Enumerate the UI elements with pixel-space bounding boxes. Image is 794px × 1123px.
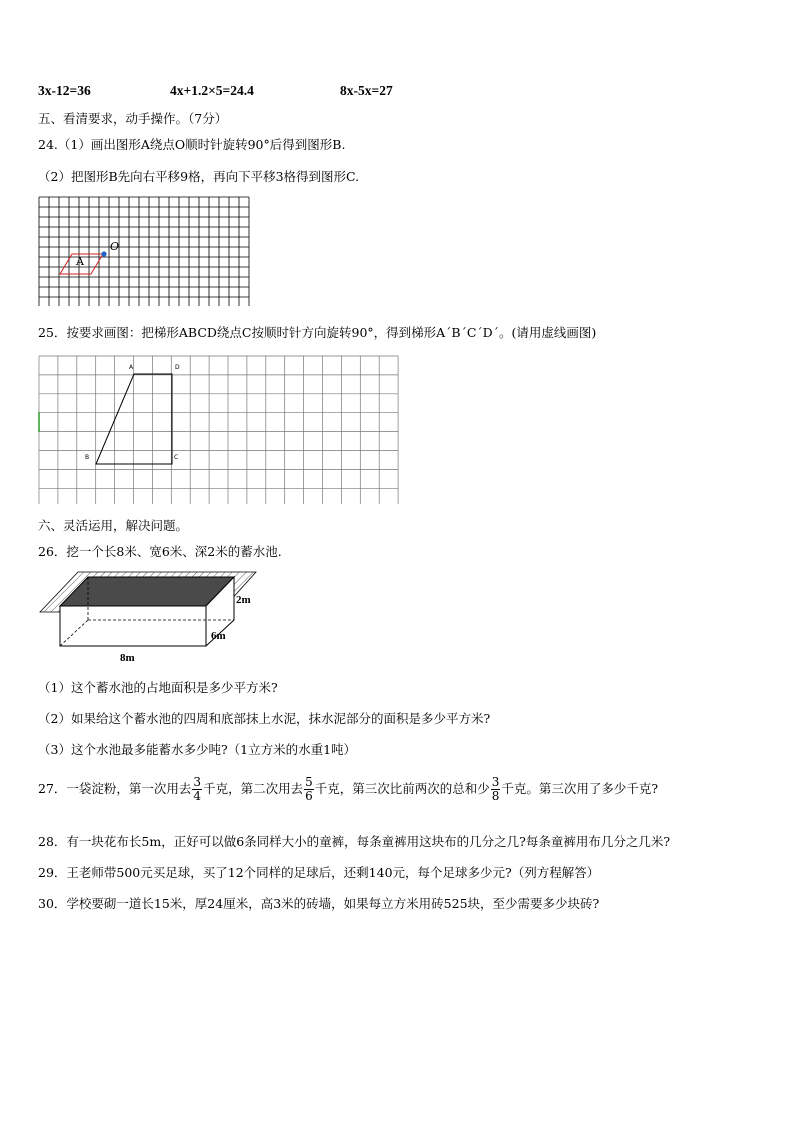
question-25: 25．按要求画图：把梯形ABCD绕点C按顺时针方向旋转90°，得到梯形A΄B΄C΄D΄。(请用虚线画图): [38, 325, 597, 340]
question-29: 29．王老师带500元买足球，买了12个同样的足球后，还剩140元，每个足球多少元?（列方程解答）: [38, 865, 600, 880]
section-6-heading: 六、灵活运用，解决问题。: [38, 518, 189, 533]
q27-text-4: 千克。第三次用了多少千克?: [501, 781, 659, 796]
fraction-5-6: $\frac{5}{6}$: [305, 775, 313, 803]
question-28: 28．有一块花布长5m，正好可以做6条同样大小的童裤，每条童裤用这块布的几分之几?每条童裤用布几分之几米?: [38, 834, 671, 849]
vertex-c-label: C: [174, 454, 179, 461]
question-24-part-2: （2）把图形B先向右平移9格，再向下平移3格得到图形C.: [38, 169, 360, 184]
q27-text-2: 千克，第二次用去: [203, 781, 304, 796]
q24-grid: [38, 196, 256, 306]
shape-a-label: A: [76, 255, 84, 268]
q25-grid: [38, 354, 400, 504]
question-26: 26．挖一个长8米、宽6米、深2米的蓄水池.: [38, 544, 282, 559]
equation-3: 8x-5x=27: [340, 83, 393, 98]
equation-1: 3x-12=36: [38, 83, 91, 98]
vertex-b-label: B: [85, 454, 90, 461]
question-26-sub-2: （2）如果给这个蓄水池的四周和底部抹上水泥，抹水泥部分的面积是多少平方米?: [38, 711, 491, 726]
point-o-label: O: [110, 240, 120, 253]
q27-text-3: 千克，第三次比前两次的总和少: [314, 781, 490, 796]
question-27: [38, 776, 658, 803]
dim-depth-label: 2m: [236, 594, 251, 606]
question-30: 30．学校要砌一道长15米，厚24厘米，高3米的砖墙，如果每立方米用砖525块，至少需要多少块砖?: [38, 896, 600, 911]
fraction-3-8: $\frac{3}{8}$: [491, 775, 500, 803]
vertex-d-label: D: [175, 364, 180, 371]
question-24-part-1: 24.（1）画出图形A绕点O顺时针旋转90°后得到图形B.: [38, 137, 346, 152]
pool-diagram: [38, 568, 260, 664]
section-5-heading: 五、看清要求，动手操作。（7分）: [38, 111, 228, 126]
fraction-3-4: $\frac{3}{4}$: [193, 775, 202, 803]
question-26-sub-3: （3）这个水池最多能蓄水多少吨?（1立方米的水重1吨）: [38, 742, 357, 757]
dim-length-label: 8m: [120, 652, 135, 664]
question-26-sub-1: （1）这个蓄水池的占地面积是多少平方米?: [38, 680, 278, 695]
q27-text-1: 27．一袋淀粉，第一次用去: [38, 781, 192, 796]
dim-width-label: 6m: [211, 630, 226, 642]
vertex-a-label: A: [129, 364, 134, 371]
equation-2: 4x+1.2×5=24.4: [170, 83, 254, 98]
